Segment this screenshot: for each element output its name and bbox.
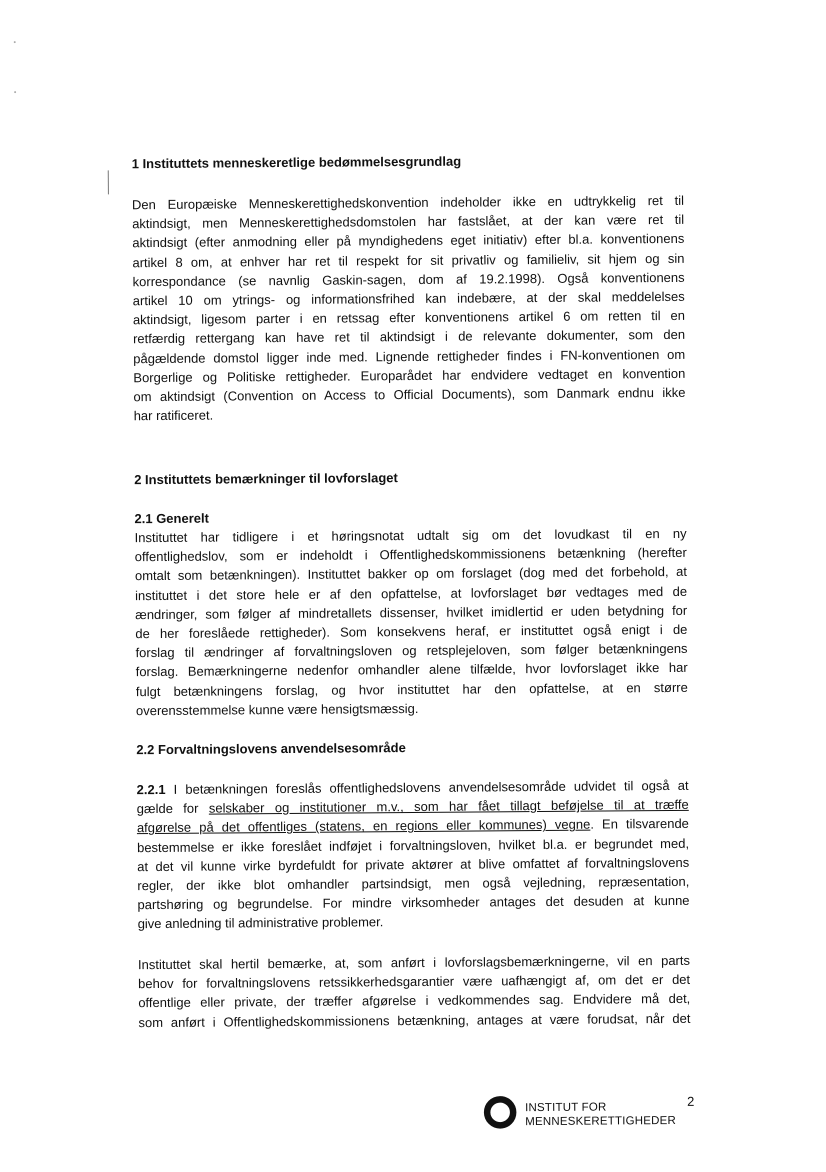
margin-mark [108,170,109,194]
text-line: ændringer, som følger af mindretallets dissenser, hvilket imidlertid er uden betydning for [135,602,688,622]
text-line: forslag til ændringer af forvaltningsloven og retsplejeloven, som følger betænkningens [135,641,688,661]
text-line: at det vil kunne virke byrdefuldt for private aktører at blive omfattet af forvaltningslovens [137,854,690,874]
section-2-1-heading: 2.1 Generelt [134,510,209,527]
text-line: Borgerlige og Politiske rettigheder. Europarådet har endvidere vedtaget en konvention [133,365,686,386]
institute-logo-icon [483,1095,517,1129]
section-1-heading: 1 Instituttets menneskeretlige bedømmelsesgrundlag [131,153,462,172]
text-line: give anledning til administrative problemer. [137,914,384,932]
text-line: bestemmelse er ikke foreslået indføjet i forvaltningsloven, hvilket bl.a. er begrundet med, [137,835,690,855]
text-line: offentlighedslov, som er indeholdt i Offentlighedskommissionens betænkning (herefter [134,545,687,565]
text-line: offentlige eller private, der træffer afgørelse i vedkommendes sag. Endvidere må det, [138,991,691,1011]
text-line: forslag. Bemærkningerne nedenfor omhandler alene tilfælde, hvor lovforslaget ikke har [135,660,688,680]
text-run: . En tilsvarende [590,816,689,833]
page-number: 2 [687,1093,695,1109]
text-line: som anført i Offentlighedskommissionens betænkning, antages at være forudsat, når det [138,1010,691,1030]
text-line: artikel 10 om ytrings- og informationsfrihed kan indebære, at der skal meddelelses [132,288,685,309]
text-line: Den Europæiske Menneskerettighedskonvention indeholder ikke en udtrykkelig ret til [131,192,685,213]
closing-paragraph [138,951,691,1032]
text-run: gælde for [136,800,209,817]
section-2-2-heading: 2.2 Forvaltningslovens anvendelsesområde [136,740,406,758]
text-line: regler, der ikke blot omhandler partsindsigt, men også vejledning, repræsentation, [137,873,690,894]
text-line: aktindsigt, ligesom parter i en retssag efter konventionens artikel 6 om retten til en [132,308,685,328]
text-line: artikel 8 om, at enhver har ret til respekt for sit privatliv og familieliv, sit hjem og sin [132,250,685,270]
underlined-text: selskaber og institutioner m.v., som har fået tillagt beføjelse til at træffe [208,797,689,816]
text-line: overensstemmelse kunne være hensigtsmæssig. [135,700,419,719]
section-1-paragraph [132,191,686,426]
scan-speck [14,41,16,43]
subsection-number: 2.2.1 [136,781,166,798]
scan-speck [14,91,16,93]
text-line: aktindsigt (efter anmodning eller på myndighedens eget initiativ) efter bl.a. konventionens [132,231,685,251]
text-line: de her foreslåede rettigheder). Som konsekvens heraf, er instituttet også enigt i de [135,621,688,642]
text-line: Instituttet har tidligere i et høringsnotat udtalt sig om det lovudkast til en ny [134,525,687,546]
text-line: Instituttet skal hertil bemærke, at, som anført i lovforslagsbemærkningerne, vil en parts [137,952,691,973]
text-run: I betænkningen foreslås offentlighedslovens anvendelsesområde udvidet til også at [165,777,689,797]
section-2-heading: 2 Instituttets bemærkninger til lovforslaget [134,470,398,488]
text-line: partshøring og begrundelse. For mindre virksomheder antages det desuden at kunne [137,893,690,913]
text-line: fulgt betænkningens forslag, og hvor instituttet har den opfattelse, at en større [135,679,688,699]
text-line: om aktindsigt (Convention on Access to Official Documents), som Danmark endnu ikke [133,384,686,405]
text-line: omtalt som betænkningen). Instituttet bakker op om forslaget (dog med det forbehold, at [134,564,687,584]
footer-organization [525,1100,676,1129]
footer-org-line: MENNESKERETTIGHEDER [525,1114,677,1129]
text-line: instituttet i det store hele er af den opfattelse, at lovforslaget bør vedtages med de [135,583,688,603]
section-2-2-1-paragraph [137,776,690,934]
underlined-text: afgørelse på det offentliges (statens, en regions eller kommunes) vegne [136,817,591,836]
text-line: aktindsigt, men Menneskerettighedsdomstolen har fastslået, at der kan være ret til [132,212,685,232]
section-2-1-paragraph [135,524,688,720]
text-line: korrespondance (se navnlig Gaskin-sagen, dom af 19.2.1998). Også konventionens [132,269,685,290]
text-line: pågældende domstol ligger inde med. Lignende rettigheder findes i FN-konventionen om [133,346,686,366]
footer-org-line: INSTITUT FOR [525,1101,607,1115]
text-line: har ratificeret. [133,407,214,424]
text-line: retfærdig rettergang kan have ret til aktindsigt i de relevante dokumenter, som den [133,327,686,347]
text-line: behov for forvaltningslovens retssikkerhedsgarantier være uafhængigt af, om det er det [138,972,691,992]
